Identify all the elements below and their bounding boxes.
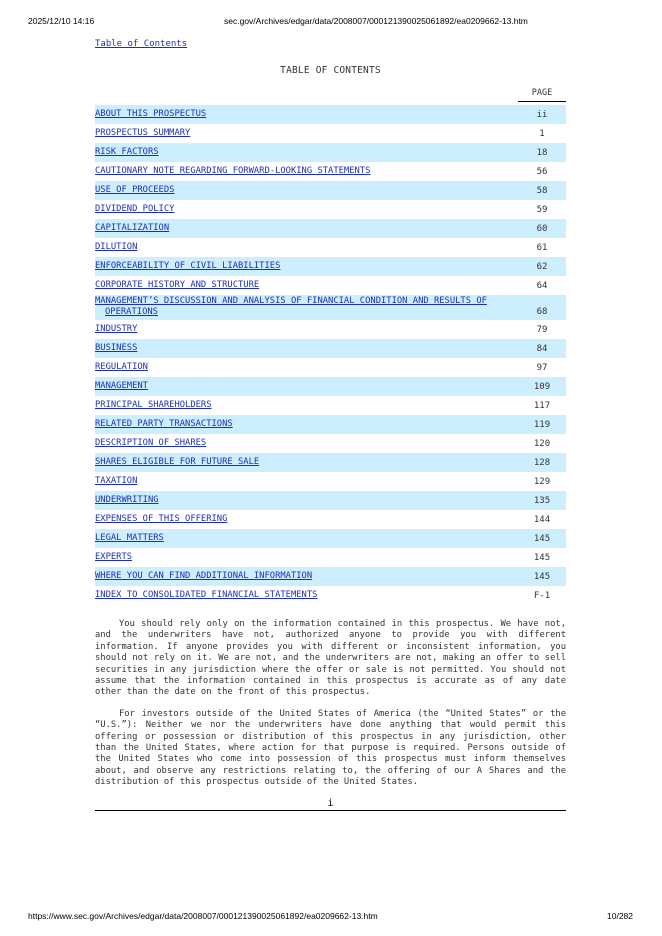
toc-page-number: 120 (533, 438, 551, 449)
toc-entry-link[interactable]: CAUTIONARY NOTE REGARDING FORWARD-LOOKING STATEMENTS (95, 166, 371, 176)
toc-entry-link[interactable]: DESCRIPTION OF SHARES (95, 438, 207, 448)
toc-row (95, 257, 566, 276)
toc-page-number: 68 (536, 307, 548, 317)
toc-entry-link[interactable]: PRINCIPAL SHAREHOLDERS (95, 400, 212, 410)
toc-page-number: 97 (536, 362, 548, 373)
toc-row (95, 143, 566, 162)
toc-entry-link[interactable]: REGULATION (95, 362, 148, 372)
toc-row (95, 124, 566, 143)
toc-row (95, 295, 566, 320)
toc-row (95, 453, 566, 472)
reliance-paragraph (95, 619, 566, 699)
toc-page-number: 145 (533, 533, 551, 544)
print-datetime: 2025/12/10 14:16 (28, 16, 95, 26)
toc-entry-link[interactable]: ENFORCEABILITY OF CIVIL LIABILITIES (95, 261, 281, 271)
toc-entry-link[interactable] (95, 296, 487, 317)
toc-page-number: 60 (536, 223, 548, 234)
toc-entry-link[interactable]: MANAGEMENT (95, 381, 148, 391)
toc-row (95, 377, 566, 396)
toc-row (95, 415, 566, 434)
toc-row (95, 162, 566, 181)
toc-entry-link[interactable]: DIVIDEND POLICY (95, 204, 175, 214)
toc-row (95, 105, 566, 124)
table-of-contents-link[interactable]: Table of Contents (95, 39, 188, 49)
toc-page-number: ii (536, 109, 548, 120)
toc-title: TABLE OF CONTENTS (280, 65, 381, 76)
toc-entry-link[interactable]: BUSINESS (95, 343, 138, 353)
page-header-label: PAGE (518, 86, 566, 102)
toc-row (95, 529, 566, 548)
page-number: i (95, 797, 566, 811)
foreign-investors-paragraph (95, 709, 566, 789)
toc-entry-link[interactable]: USE OF PROCEEDS (95, 185, 175, 195)
print-footer-url: https://www.sec.gov/Archives/edgar/data/2008007/000121390025061892/ea0209662-13.htm (28, 911, 378, 921)
toc-entry-link[interactable]: WHERE YOU CAN FIND ADDITIONAL INFORMATION (95, 571, 313, 581)
print-footer (0, 911, 662, 923)
document-page (95, 38, 566, 811)
toc-entry-label-line1: MANAGEMENT’S DISCUSSION AND ANALYSIS OF FINANCIAL CONDITION AND RESULTS OF (95, 296, 487, 306)
toc-page-number: 56 (536, 166, 548, 177)
toc-page-column-header (95, 86, 566, 104)
paragraph-text: For investors outside of the United States of America (the “United States” or the “U.S.”): Neither we nor the underwriters have done anything that would permit this offering or possession or distribution of this prospectus in any jurisdiction, other than the United States, where action for that purpose is required. Persons outside of the United States who come into possession of this prospectus must inform themselves about, and observe any restrictions relating to, the offering of our A Shares and the distribution of this prospectus outside of the United States. (95, 708, 566, 788)
toc-entry-label-line2: OPERATIONS (105, 307, 158, 317)
toc-row (95, 472, 566, 491)
toc-row (95, 358, 566, 377)
toc-page-number: 109 (533, 381, 551, 392)
toc-row (95, 396, 566, 415)
toc-row (95, 320, 566, 339)
toc-row (95, 339, 566, 358)
toc-page-number: 119 (533, 419, 551, 430)
toc-row (95, 219, 566, 238)
toc-page-number: 84 (536, 343, 548, 354)
toc-entry-link[interactable]: INDEX TO CONSOLIDATED FINANCIAL STATEMENTS (95, 590, 318, 600)
toc-entry-link[interactable]: LEGAL MATTERS (95, 533, 164, 543)
toc-list (95, 105, 566, 605)
toc-page-number: 144 (533, 514, 551, 525)
toc-page-number: 58 (536, 185, 548, 196)
toc-entry-link[interactable]: CAPITALIZATION (95, 223, 170, 233)
toc-page-number: 129 (533, 476, 551, 487)
toc-page-number: 145 (533, 571, 551, 582)
print-header-url: sec.gov/Archives/edgar/data/2008007/000121390025061892/ea0209662-13.htm (224, 16, 528, 26)
toc-page-number: 59 (536, 204, 548, 215)
toc-entry-link[interactable]: EXPERTS (95, 552, 133, 562)
toc-entry-link[interactable]: TAXATION (95, 476, 138, 486)
toc-row (95, 181, 566, 200)
toc-entry-link[interactable]: ABOUT THIS PROSPECTUS (95, 109, 207, 119)
toc-row (95, 567, 566, 586)
toc-entry-link[interactable]: INDUSTRY (95, 324, 138, 334)
toc-entry-link[interactable]: EXPENSES OF THIS OFFERING (95, 514, 228, 524)
toc-page-number: 62 (536, 261, 548, 272)
toc-entry-link[interactable]: PROSPECTUS SUMMARY (95, 128, 191, 138)
toc-page-number: 128 (533, 457, 551, 468)
toc-entry-link[interactable]: RELATED PARTY TRANSACTIONS (95, 419, 233, 429)
toc-page-number: 135 (533, 495, 551, 506)
toc-row (95, 548, 566, 567)
toc-entry-link[interactable]: CORPORATE HISTORY AND STRUCTURE (95, 280, 260, 290)
toc-page-number: F-1 (533, 590, 551, 601)
toc-entry-link[interactable]: RISK FACTORS (95, 147, 159, 157)
print-page-count: 10/282 (607, 911, 633, 921)
toc-page-number: 1 (539, 128, 545, 139)
toc-page-number: 64 (536, 280, 548, 291)
toc-page-number: 61 (536, 242, 548, 253)
toc-page-number: 145 (533, 552, 551, 563)
toc-entry-link[interactable]: DILUTION (95, 242, 138, 252)
toc-page-number: 18 (536, 147, 548, 158)
toc-entry-link[interactable]: SHARES ELIGIBLE FOR FUTURE SALE (95, 457, 260, 467)
toc-row (95, 491, 566, 510)
toc-page-number: 117 (533, 400, 551, 411)
toc-row (95, 510, 566, 529)
toc-row (95, 586, 566, 605)
toc-entry-link[interactable]: UNDERWRITING (95, 495, 159, 505)
toc-page-number: 79 (536, 324, 548, 335)
toc-row (95, 238, 566, 257)
print-header (0, 16, 662, 28)
paragraph-text: You should rely only on the information contained in this prospectus. We have not, and the underwriters have not, authorized anyone to provide you with different information. If anyone provides you with different or inconsistent information, you should not rely on it. We are not, and the underwriters are not, making an offer to sell securities in any jurisdiction where the offer or sale is not permitted. You should not assume that the information contained in this prospectus is accurate as of any date other than the date on the front of this prospectus. (95, 619, 566, 698)
toc-row (95, 200, 566, 219)
toc-row (95, 276, 566, 295)
toc-row (95, 434, 566, 453)
